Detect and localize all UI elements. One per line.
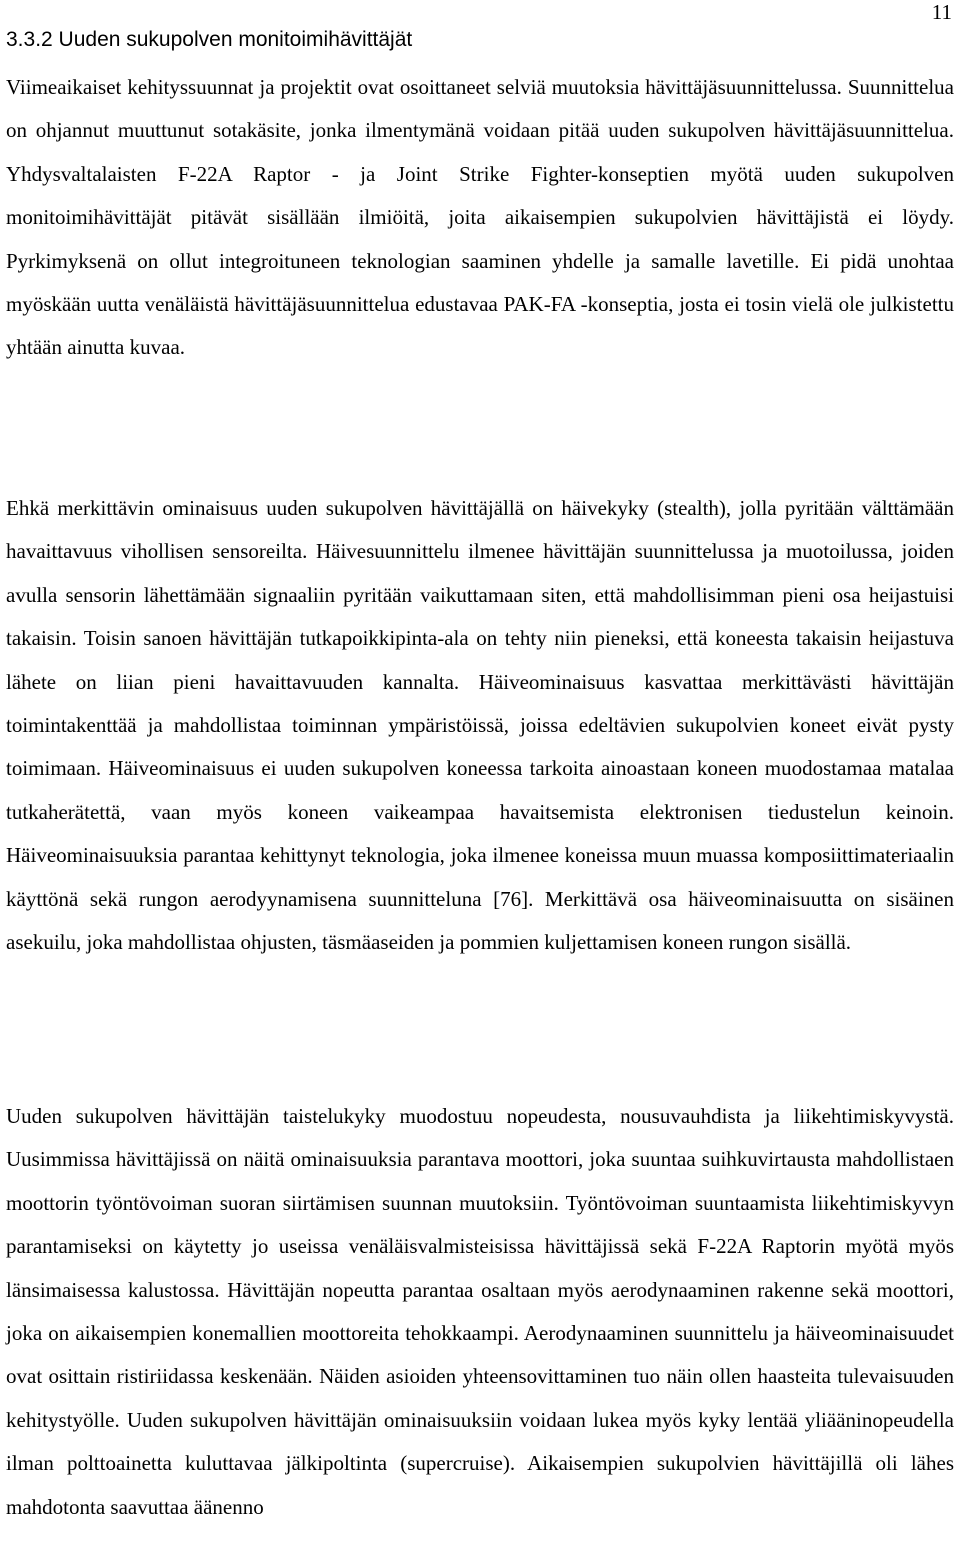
body-paragraph-1: Viimeaikaiset kehityssuunnat ja projektit ovat osoittaneet selviä muutoksia hävittäjäsuunnittelussa. Suunnittelua on ohjannut muuttunut sotakäsite, jonka ilmentymänä voidaan pitää uuden sukupolven hävittäjäsuunnittelua. Yhdysvaltalaisten F-22A Raptor - ja Joint Strike Fighter-konseptien myötä uuden sukupolven monitoimihävittäjät pitävät sisällään ilmiöitä, joita aikaisempien sukupolvien hävittäjistä ei löydy. Pyrkimyksenä on ollut integroituneen teknologian saaminen yhdelle ja samalle lavetille. Ei pidä unohtaa myöskään uutta venäläistä hävittäjäsuunnittelua edustavaa PAK-FA -konseptia, josta ei tosin vielä ole julkistettu yhtään ainutta kuvaa. (6, 75, 954, 360)
section-heading: 3.3.2 Uuden sukupolven monitoimihävittäjät (6, 28, 413, 51)
body-paragraph-3: Uuden sukupolven hävittäjän taistelukyky muodostuu nopeudesta, nousuvauhdista ja liikehtimiskyvystä. Uusimmissa hävittäjissä on näitä ominaisuuksia parantava moottori, joka suuntaa suihkuvirtausta mahdollistaen moottorin työntövoiman suoran siirtämisen suunnan muutoksiin. Työntövoiman suuntaamista liikehtimiskyvyn parantamiseksi on käytetty jo useissa venäläisvalmisteisissa hävittäjissä sekä F-22A Raptorin myötä myös länsimaisessa kalustossa. Hävittäjän nopeutta parantaa osaltaan myös aerodynaaminen rakenne sekä moottori, joka on aikaisempien konemallien moottoreita tehokkaampi. Aerodynaaminen suunnittelu ja häiveominaisuudet ovat osittain ristiriidassa keskenään. Näiden asioiden yhteensovittaminen tuo näin ollen haasteita tulevaisuuden kehitystyölle. Uuden sukupolven hävittäjän ominaisuuksiin voidaan lukea myös kyky lentää yliääninopeudella ilman polttoainetta kuluttavaa jälkipoltinta (supercruise). Aikaisempien sukupolvien hävittäjillä oli lähes mahdotonta saavuttaa äänenno (6, 1104, 954, 1519)
body-paragraph-2: Ehkä merkittävin ominaisuus uuden sukupolven hävittäjällä on häivekyky (stealth), jolla pyritään välttämään havaittavuus vihollisen sensoreilta. Häivesuunnittelu ilmenee hävittäjän suunnittelussa ja muotoilussa, joiden avulla sensorin lähettämään signaaliin pyritään vaikuttamaan siten, että mahdollisimman pieni osa heijastuisi takaisin. Toisin sanoen hävittäjän tutkapoikkipinta-ala on tehty niin pieneksi, että koneesta takaisin heijastuva lähete on liian pieni havaittavuuden kannalta. Häiveominaisuus kasvattaa merkittävästi hävittäjän toimintakenttää ja mahdollistaa toiminnan ympäristöissä, joissa edeltävien sukupolvien koneet eivät pysty toimimaan. Häiveominaisuus ei uuden sukupolven koneessa tarkoita ainoastaan koneen muodostamaa matalaa tutkaherätettä, vaan myös koneen vaikeampaa havaitsemista elektronisen tiedustelun keinoin. Häiveominaisuuksia parantaa kehittynyt teknologia, joka ilmenee koneissa muun muassa komposiittimateriaalin käyttönä sekä rungon aerodyynamisena suunnitteluna [76]. Merkittävä osa häiveominaisuutta on sisäinen asekuilu, joka mahdollistaa ohjusten, täsmäaseiden ja pommien kuljettamisen koneen rungon sisällä. (6, 496, 954, 955)
page-number: 11 (931, 0, 952, 24)
